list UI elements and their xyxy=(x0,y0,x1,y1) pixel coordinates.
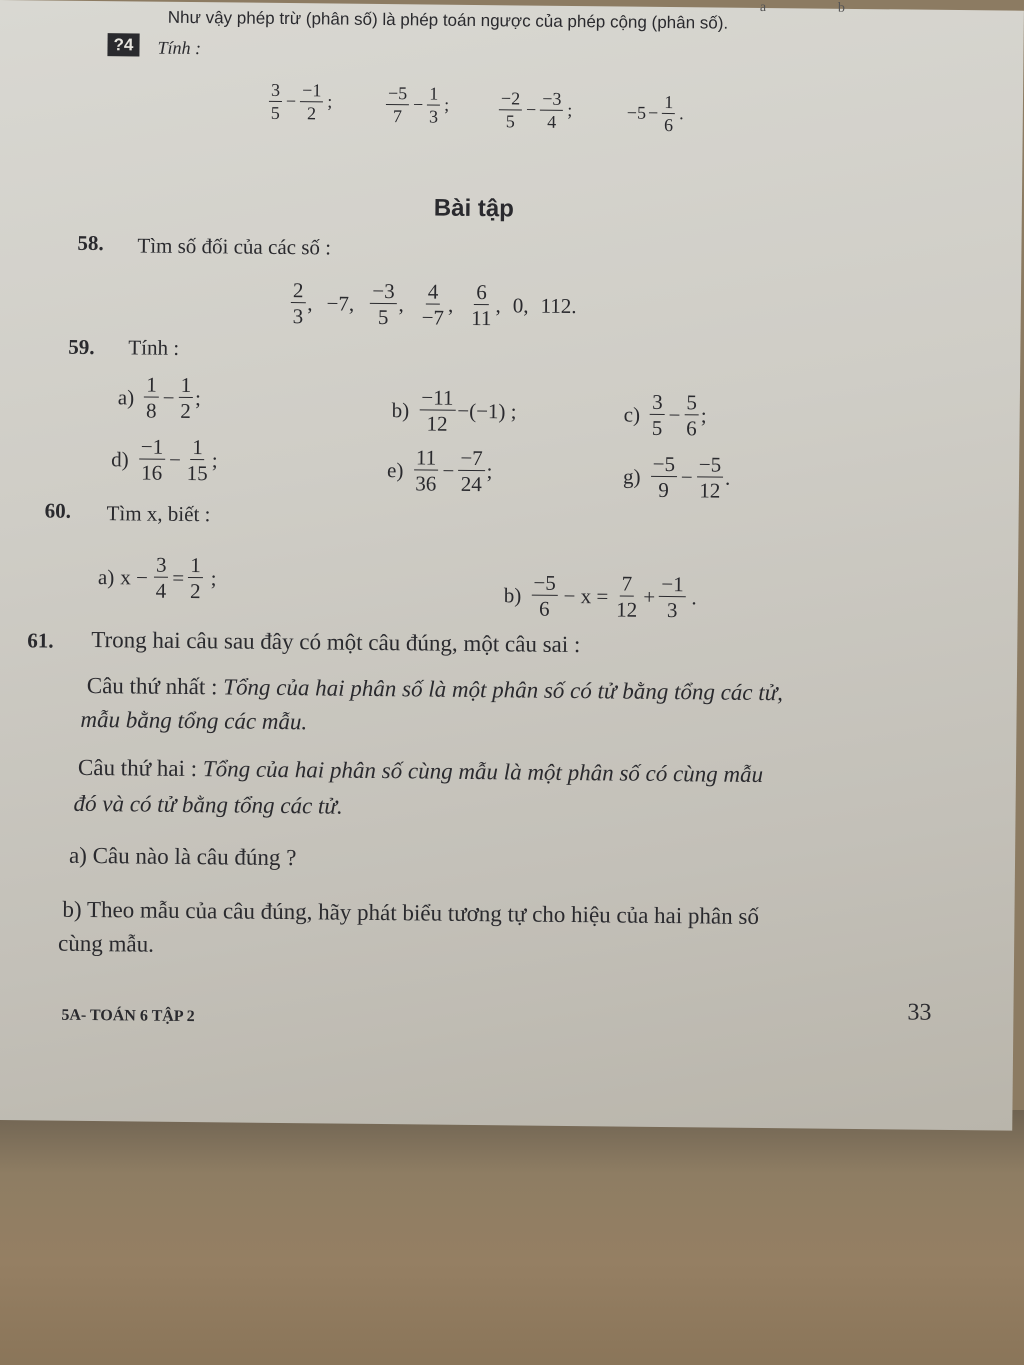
question-b-line-2: cùng mẫu. xyxy=(57,930,155,957)
ex60-a: a) x − $\frac{3}{4}$ = $\frac{1}{2}$ ; xyxy=(97,552,217,604)
ex60-text: Tìm x, biết : xyxy=(106,501,211,527)
corner-letter-a: a xyxy=(759,0,767,16)
question-badge: ?4 xyxy=(107,35,139,55)
section-title: Bài tập xyxy=(433,194,514,223)
ex58-number: 58. xyxy=(77,230,104,256)
ex59-d: d) $\frac{-1}{16}$ − $\frac{1}{15}$ ; xyxy=(111,434,218,486)
question-item-2: $\frac{-5}{7}$ − $\frac{1}{3}$ ; xyxy=(384,84,452,126)
ex59-e: e) $\frac{11}{36}$ − $\frac{-7}{24}$ ; xyxy=(386,445,493,497)
ex60-number: 60. xyxy=(44,498,72,523)
ex60-b: b) $\frac{-5}{6}$ − x = $\frac{7}{12}$ + $\frac{-1}{3}$ . xyxy=(503,570,697,623)
ex59-c: c) $\frac{3}{5}$ − $\frac{5}{6}$ ; xyxy=(623,389,707,441)
question-item-3: $\frac{-2}{5}$ − $\frac{-3}{4}$ ; xyxy=(497,89,575,132)
statement-2-line-1: Câu thứ hai : Tổng của hai phân số cùng mẫu là một phân số có cùng mẫu xyxy=(77,754,764,788)
statement-2-line-2: đó và có tử bằng tổng các tử. xyxy=(73,790,343,819)
table-surface xyxy=(0,1110,1024,1365)
page-number: 33 xyxy=(907,999,932,1026)
ex59-a: a) $\frac{1}{8}$ − $\frac{1}{2}$ ; xyxy=(117,372,201,424)
ex59-g: g) $\frac{-5}{9}$ − $\frac{-5}{12}$ . xyxy=(622,451,731,503)
ex61-text: Trong hai câu sau đây có một câu đúng, một câu sai : xyxy=(91,626,581,658)
question-label: Tính : xyxy=(157,37,202,59)
question-item-1: $\frac{3}{5}$ − $\frac{-1}{2}$ ; xyxy=(270,79,333,124)
statement-1-line-1: Câu thứ nhất : Tổng của hai phân số là một phân số có tử bằng tổng các tử, xyxy=(86,672,784,706)
ex58-numbers: $\frac{2}{3}$ , −7 , $\frac{-3}{5}$ , $\frac{4}{-7}$ , $\frac{6}{11}$ , 0 , 112. xyxy=(292,278,577,331)
question-item-4: −5 − $\frac{1}{6}$ . xyxy=(626,91,684,135)
question-a: a) Câu nào là câu đúng ? xyxy=(68,842,297,871)
statement-1-line-2: mẫu bằng tổng các mẫu. xyxy=(80,706,308,735)
ex58-text: Tìm số đối của các số : xyxy=(137,233,332,260)
ex59-number: 59. xyxy=(68,334,95,360)
ex59-b: b) $\frac{-11}{12}$ −(−1) ; xyxy=(391,385,517,436)
corner-letter-b: b xyxy=(837,0,846,16)
ex59-text: Tính : xyxy=(128,335,180,360)
question-b-line-1: b) Theo mẫu của câu đúng, hãy phát biểu tương tự cho hiệu của hai phân số xyxy=(62,896,760,929)
intro-line: Như vậy phép trừ (phân số) là phép toán ngược của phép cộng (phân số). xyxy=(167,7,729,33)
footer-book-title: 5A- TOÁN 6 TẬP 2 xyxy=(61,1006,195,1026)
ex61-number: 61. xyxy=(27,628,54,653)
